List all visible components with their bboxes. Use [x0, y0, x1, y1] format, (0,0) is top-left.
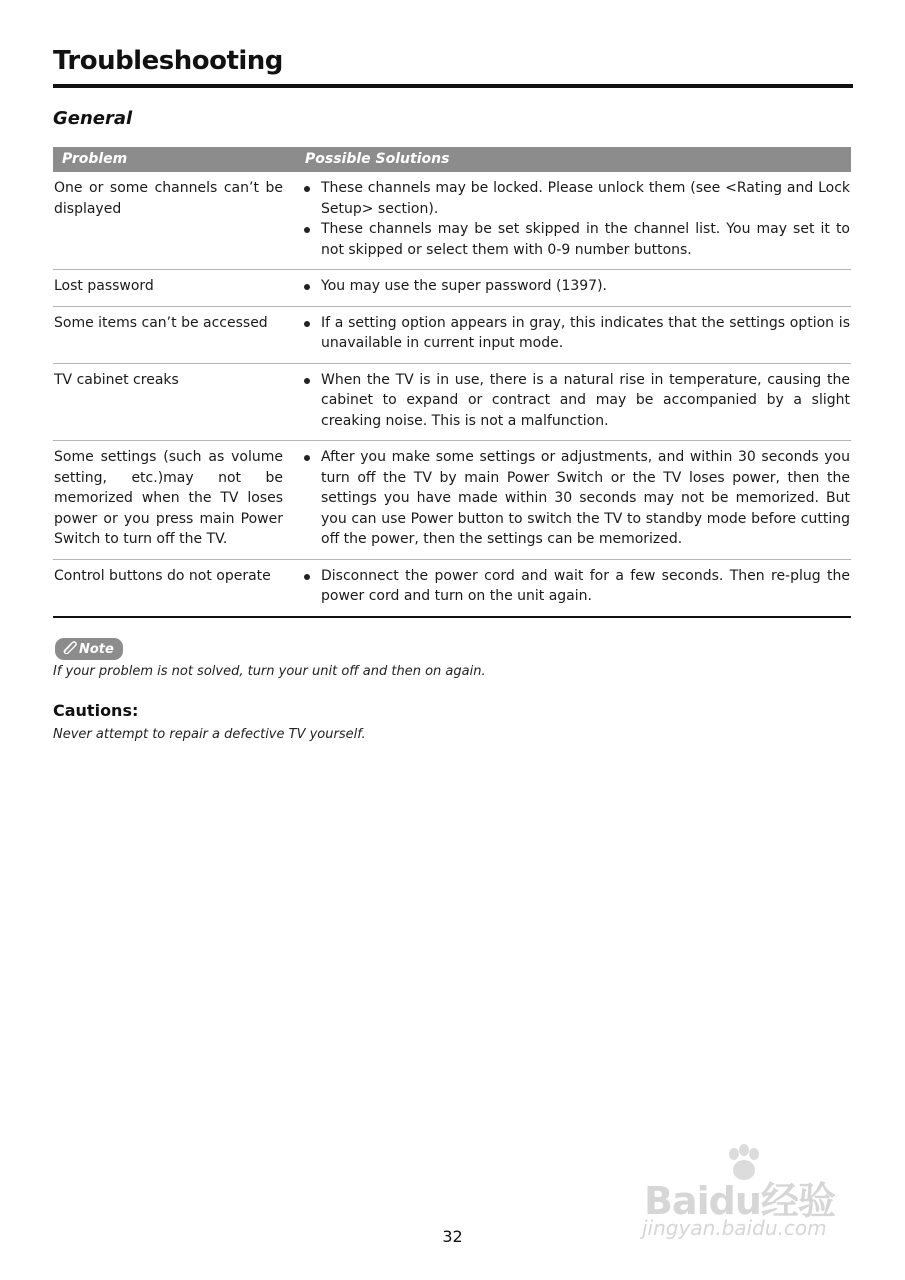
solutions-list	[303, 566, 850, 607]
title-divider	[53, 84, 853, 88]
solutions-list	[303, 370, 850, 432]
problem-cell: Lost password	[53, 270, 303, 307]
problem-cell: Some items can’t be accessed	[53, 306, 303, 363]
page-title: Troubleshooting	[53, 46, 283, 76]
solutions-cell	[303, 559, 851, 617]
solution-item: When the TV is in use, there is a natural rise in temperature, causing the cabinet to expand or contract and may be accompanied by a slight creaking noise. This is not a malfunction.	[303, 370, 850, 432]
solution-item: After you make some settings or adjustments, and within 30 seconds you turn off the TV by main Power Switch or the TV loses power, then the settings you have made within 30 seconds may not be memorized. But you can use Power button to switch the TV to standby mode before cutting off the power, then the settings can be memorized.	[303, 447, 850, 550]
problem-cell: Some settings (such as volume setting, etc.)may not be memorized when the TV loses power or you press main Power Switch to turn off the TV.	[53, 441, 303, 560]
solutions-list	[303, 447, 850, 550]
problem-cell: One or some channels can’t be displayed	[53, 172, 303, 270]
table-row	[53, 441, 851, 560]
watermark-logo: Baidu经验	[644, 1179, 835, 1223]
troubleshooting-table	[53, 147, 851, 618]
problem-cell: TV cabinet creaks	[53, 363, 303, 441]
table-body	[53, 172, 851, 617]
solutions-column-header: Possible Solutions	[303, 147, 851, 172]
watermark-url: jingyan.baidu.com	[642, 1216, 827, 1240]
solution-item: These channels may be locked. Please unlock them (see <Rating and Lock Setup> section).	[303, 178, 850, 219]
solutions-list	[303, 276, 850, 297]
solutions-cell	[303, 306, 851, 363]
solutions-list	[303, 313, 850, 354]
cautions-text: Never attempt to repair a defective TV yourself.	[53, 727, 366, 742]
problem-cell: Control buttons do not operate	[53, 559, 303, 617]
table-row	[53, 306, 851, 363]
table-row	[53, 559, 851, 617]
note-badge	[55, 638, 123, 660]
solutions-cell	[303, 363, 851, 441]
solution-item: You may use the super password (1397).	[303, 276, 850, 297]
table-header-row	[53, 147, 851, 172]
section-heading: General	[53, 108, 133, 129]
solution-item: If a setting option appears in gray, this indicates that the settings option is unavailable in current input mode.	[303, 313, 850, 354]
paperclip-icon	[61, 640, 77, 658]
note-label: Note	[79, 641, 114, 657]
solutions-cell	[303, 441, 851, 560]
note-text: If your problem is not solved, turn your unit off and then on again.	[53, 664, 486, 679]
solution-item: Disconnect the power cord and wait for a few seconds. Then re-plug the power cord and turn on the unit again.	[303, 566, 850, 607]
problem-column-header: Problem	[53, 147, 303, 172]
cautions-heading: Cautions:	[53, 701, 139, 720]
solution-item: These channels may be set skipped in the channel list. You may set it to not skipped or select them with 0-9 number buttons.	[303, 219, 850, 260]
table-row	[53, 270, 851, 307]
table-row	[53, 172, 851, 270]
solutions-cell	[303, 172, 851, 270]
solutions-cell	[303, 270, 851, 307]
table-row	[53, 363, 851, 441]
solutions-list	[303, 178, 850, 260]
page-number: 32	[442, 1227, 463, 1246]
